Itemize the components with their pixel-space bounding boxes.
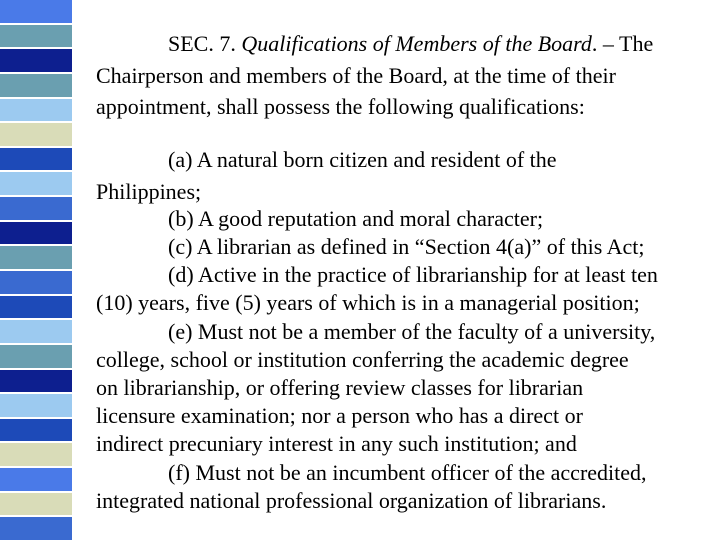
- stripe-block: [0, 49, 72, 72]
- item-b-line-1: (b) A good reputation and moral character;: [168, 206, 544, 231]
- stripe-block: [0, 99, 72, 122]
- item-e-line-2: college, school or institution conferring the academic degree: [96, 347, 629, 372]
- stripe-block: [0, 443, 72, 466]
- item-e-line-5: indirect precuniary interest in any such institution; and: [96, 431, 577, 456]
- stripe-block: [0, 148, 72, 171]
- stripe-block: [0, 123, 72, 146]
- section-heading-line: [168, 31, 653, 57]
- stripe-block: [0, 320, 72, 343]
- stripe-block: [0, 271, 72, 294]
- stripe-block: [0, 296, 72, 319]
- stripe-block: [0, 394, 72, 417]
- stripe-block: [0, 172, 72, 195]
- item-e-line-1: (e) Must not be a member of the faculty of a university,: [168, 319, 656, 344]
- stripe-block: [0, 0, 72, 23]
- item-e-line-4: licensure examination; nor a person who has a direct or: [96, 403, 583, 428]
- stripe-block: [0, 222, 72, 245]
- stripe-block: [0, 25, 72, 48]
- item-f-line-2: integrated national professional organization of librarians.: [96, 488, 607, 513]
- item-a-line-1: (a) A natural born citizen and resident of the: [168, 147, 557, 172]
- intro-line-3: appointment, shall possess the following qualifications:: [96, 94, 585, 119]
- item-d-line-2: (10) years, five (5) years of which is in a managerial position;: [96, 290, 640, 315]
- stripe-block: [0, 197, 72, 220]
- stripe-block: [0, 345, 72, 368]
- stripe-block: [0, 74, 72, 97]
- item-c-line-1: (c) A librarian as defined in “Section 4(a)” of this Act;: [168, 234, 645, 259]
- intro-line-2: Chairperson and members of the Board, at the time of their: [96, 63, 616, 88]
- stripe-block: [0, 246, 72, 269]
- decorative-color-stripe: [0, 0, 72, 540]
- section-number: SEC. 7.: [168, 31, 242, 56]
- section-heading-suffix: . – The: [591, 31, 654, 56]
- stripe-block: [0, 370, 72, 393]
- item-f-line-1: (f) Must not be an incumbent officer of the accredited,: [168, 460, 647, 485]
- stripe-block: [0, 419, 72, 442]
- stripe-block: [0, 468, 72, 491]
- item-a-line-2: Philippines;: [96, 179, 202, 204]
- stripe-block: [0, 517, 72, 540]
- item-e-line-3: on librarianship, or offering review classes for librarian: [96, 375, 584, 400]
- section-title: Qualifications of Members of the Board: [241, 31, 592, 56]
- item-d-line-1: (d) Active in the practice of librarianship for at least ten: [168, 262, 658, 287]
- stripe-block: [0, 493, 72, 516]
